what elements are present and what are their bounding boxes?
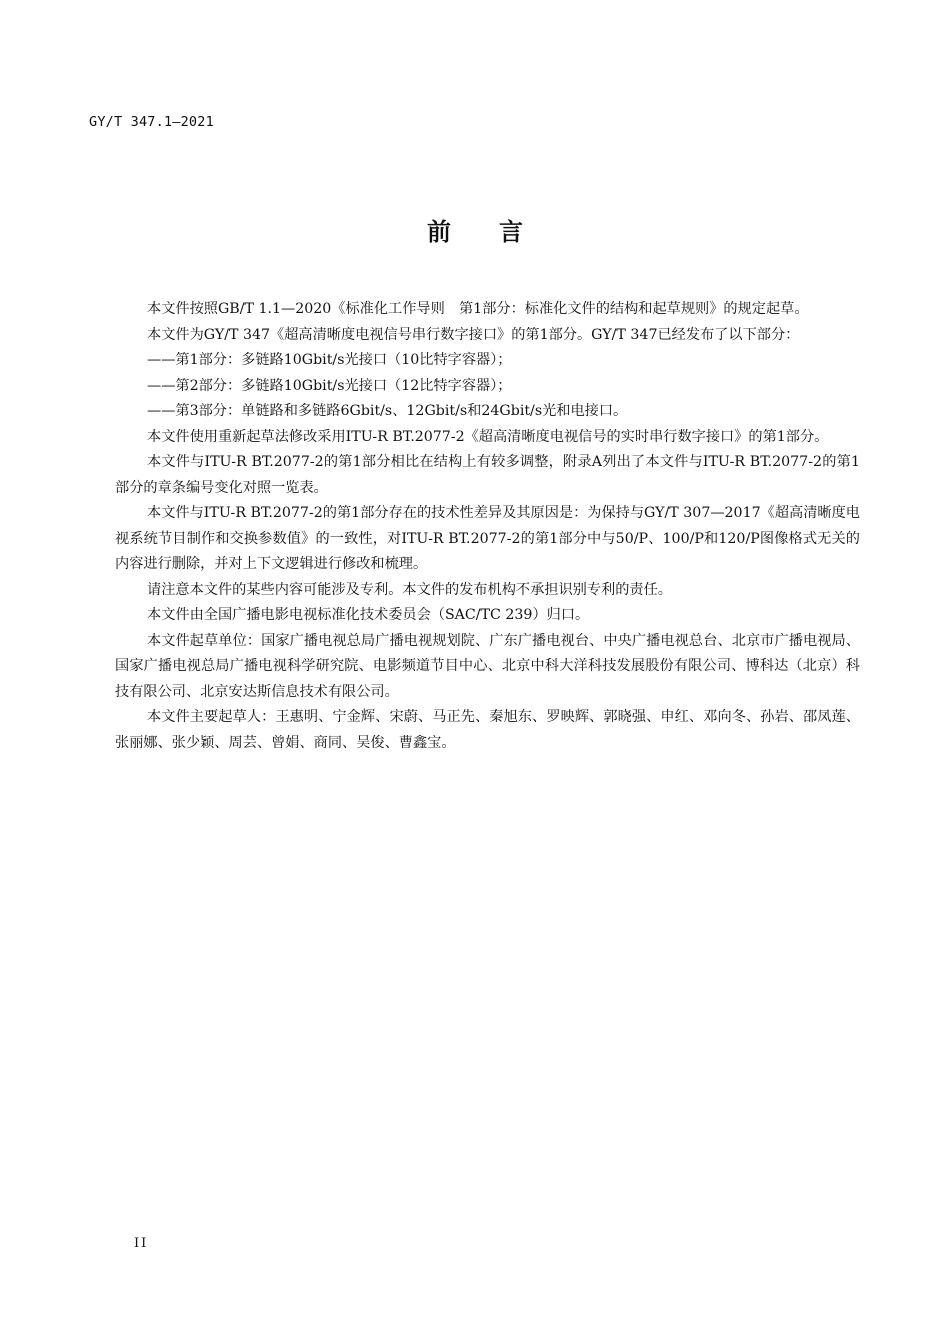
- paragraph-drafting-rules: 本文件按照GB/T 1.1—2020《标准化工作导则 第1部分：标准化文件的结构和起草规则》的规定起草。: [147, 301, 809, 317]
- foreword-body: [115, 297, 860, 756]
- paragraph-part-overview: 本文件为GY/T 347《超高清晰度电视信号串行数字接口》的第1部分。GY/T 347已经发布了以下部分：: [147, 326, 800, 343]
- document-id: GY/T 347.1—2021: [89, 114, 214, 130]
- page-title: 前言: [427, 218, 571, 246]
- list-item-part-1: ——第1部分：多链路10Gbit/s光接口（10比特字容器）；: [147, 352, 512, 368]
- list-item-part-2: ——第2部分：多链路10Gbit/s光接口（12比特字容器）；: [147, 377, 512, 394]
- paragraph-drafting-units: 本文件起草单位：国家广播电视总局广播电视规划院、广东广播电视台、中央广播电视总台、北京市广播电视局、国家广播电视总局广播电视科学研究院、电影频道节目中心、北京中科大洋科技发展股份有限公司、博科达（北京）科技有限公司、北京安达斯信息技术有限公司。: [115, 632, 860, 700]
- page-number: II: [134, 1236, 149, 1251]
- paragraph-committee: 本文件由全国广播电影电视标准化技术委员会（SAC/TC 239）归口。: [147, 607, 590, 623]
- paragraph-technical-differences: 本文件与ITU-R BT.2077-2的第1部分存在的技术性差异及其原因是：为保持与GY/T 307—2017《超高清晰度电视系统节目制作和交换参数值》的一致性，对ITU-R BT.2077-2的第1部分中与50/P、100/P和120/P图像格式无关的内容进行删除，并对上下文逻辑进行修改和梳理。: [115, 505, 860, 572]
- paragraph-drafters: 本文件主要起草人：王惠明、宁金辉、宋蔚、马正先、秦旭东、罗映辉、郭晓强、申红、邓向冬、孙岩、邵凤莲、张丽娜、张少颖、周芸、曾娟、商同、吴俊、曹鑫宝。: [115, 709, 860, 751]
- list-item-part-3: ——第3部分：单链路和多链路6Gbit/s、12Gbit/s和24Gbit/s光和电接口。: [147, 403, 628, 419]
- paragraph-patent-notice: 请注意本文件的某些内容可能涉及专利。本文件的发布机构不承担识别专利的责任。: [147, 581, 672, 598]
- paragraph-adoption: 本文件使用重新起草法修改采用ITU-R BT.2077-2《超高清晰度电视信号的实时串行数字接口》的第1部分。: [147, 428, 829, 445]
- paragraph-structure-changes: 本文件与ITU-R BT.2077-2的第1部分相比在结构上有较多调整，附录A列出了本文件与ITU-R BT.2077-2的第1部分的章条编号变化对照一览表。: [115, 454, 860, 496]
